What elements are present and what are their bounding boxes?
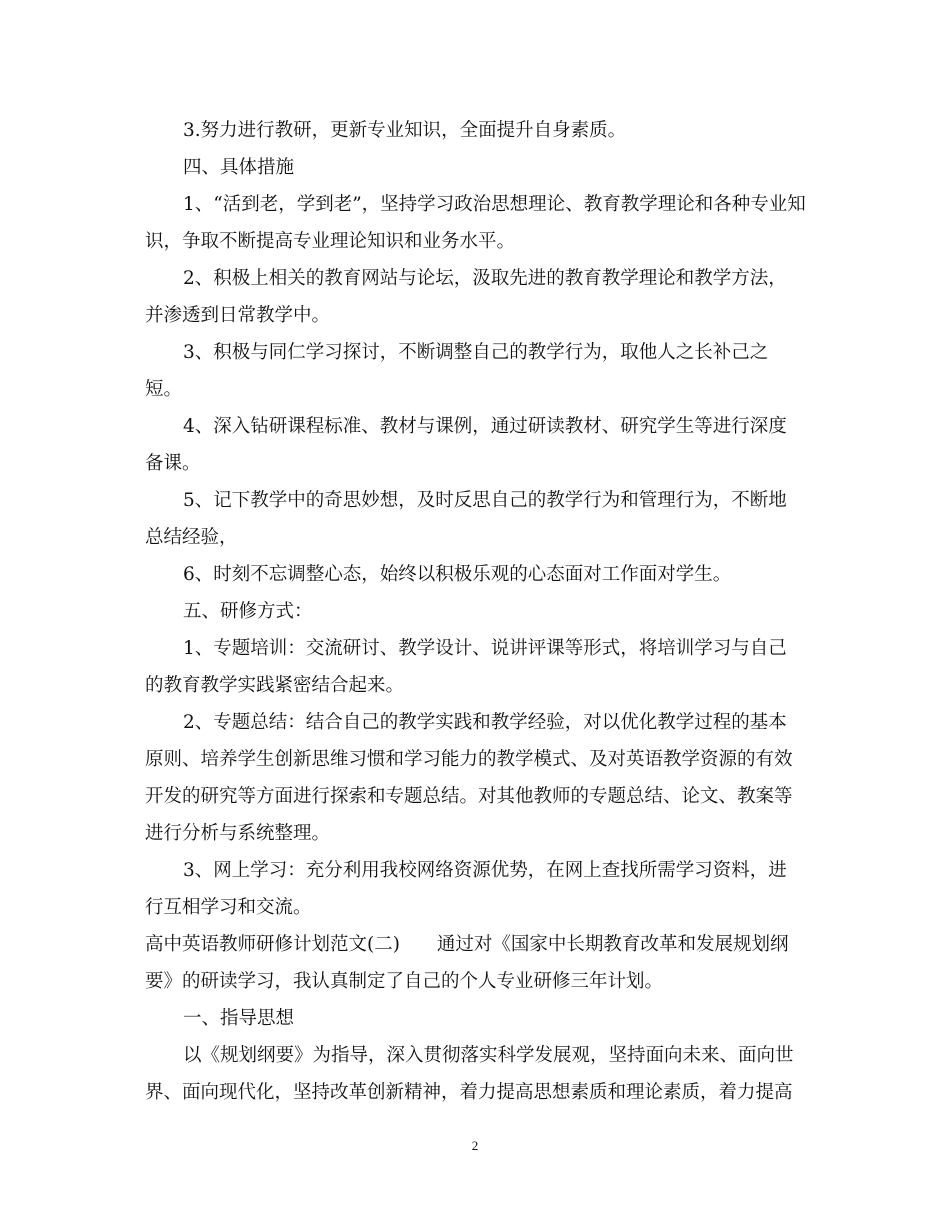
body-line: 界、面向现代化，坚持改革创新精神，着力提高思想素质和理论素质，着力提高 [145, 1082, 793, 1103]
section-heading: 四、具体措施 [183, 157, 295, 178]
body-line: 要》的研读学习，我认真制定了自己的个人专业研修三年计划。 [145, 971, 664, 992]
body-line: 总结经验， [145, 527, 238, 548]
body-line: 3、网上学习：充分利用我校网络资源优势，在网上查找所需学习资料，进 [183, 860, 787, 881]
body-line: 的教育教学实践紧密结合起来。 [145, 675, 405, 696]
body-line: 1、专题培训：交流研讨、教学设计、说讲评课等形式，将培训学习与自己 [183, 638, 787, 659]
body-line: 5、记下教学中的奇思妙想，及时反思自己的教学行为和管理行为，不断地 [183, 490, 787, 511]
body-line: 3、积极与同仁学习探讨，不断调整自己的教学行为，取他人之长补己之 [183, 342, 769, 363]
body-line: 1、“活到老，学到老”，坚持学习政治思想理论、教育教学理论和各种专业知 [183, 194, 806, 215]
body-line: 识，争取不断提高专业理论知识和业务水平。 [145, 231, 516, 252]
body-line: 进行分析与系统整理。 [145, 823, 331, 844]
body-line: 2、专题总结：结合自己的教学实践和教学经验，对以优化教学过程的基本 [183, 712, 787, 733]
body-line: 4、深入钻研课程标准、教材与课例，通过研读教材、研究学生等进行深度 [183, 416, 787, 437]
section-heading: 五、研修方式： [183, 601, 313, 622]
body-line: 6、时刻不忘调整心态，始终以积极乐观的心态面对工作面对学生。 [183, 564, 732, 585]
section-heading: 一、指导思想 [183, 1008, 295, 1029]
body-line: 行互相学习和交流。 [145, 897, 312, 918]
body-line: 备课。 [145, 453, 201, 474]
body-line: 以《规划纲要》为指导，深入贯彻落实科学发展观，坚持面向未来、面向世 [183, 1045, 794, 1066]
body-line: 3.努力进行教研，更新专业知识，全面提升自身素质。 [183, 120, 627, 141]
page-number: 2 [471, 1138, 479, 1153]
body-line: 并渗透到日常教学中。 [145, 305, 331, 326]
body-line: 开发的研究等方面进行探索和专题总结。对其他教师的专题总结、论文、教案等 [145, 786, 793, 807]
body-line: 短。 [145, 379, 183, 400]
body-line: 原则、培养学生创新思维习惯和学习能力的教学模式、及对英语教学资源的有效 [145, 749, 793, 770]
article-title-line: 高中英语教师研修计划范文(二) 通过对《国家中长期教育改革和发展规划纲 [145, 934, 789, 955]
body-line: 2、积极上相关的教育网站与论坛，汲取先进的教育教学理论和教学方法， [183, 268, 787, 289]
